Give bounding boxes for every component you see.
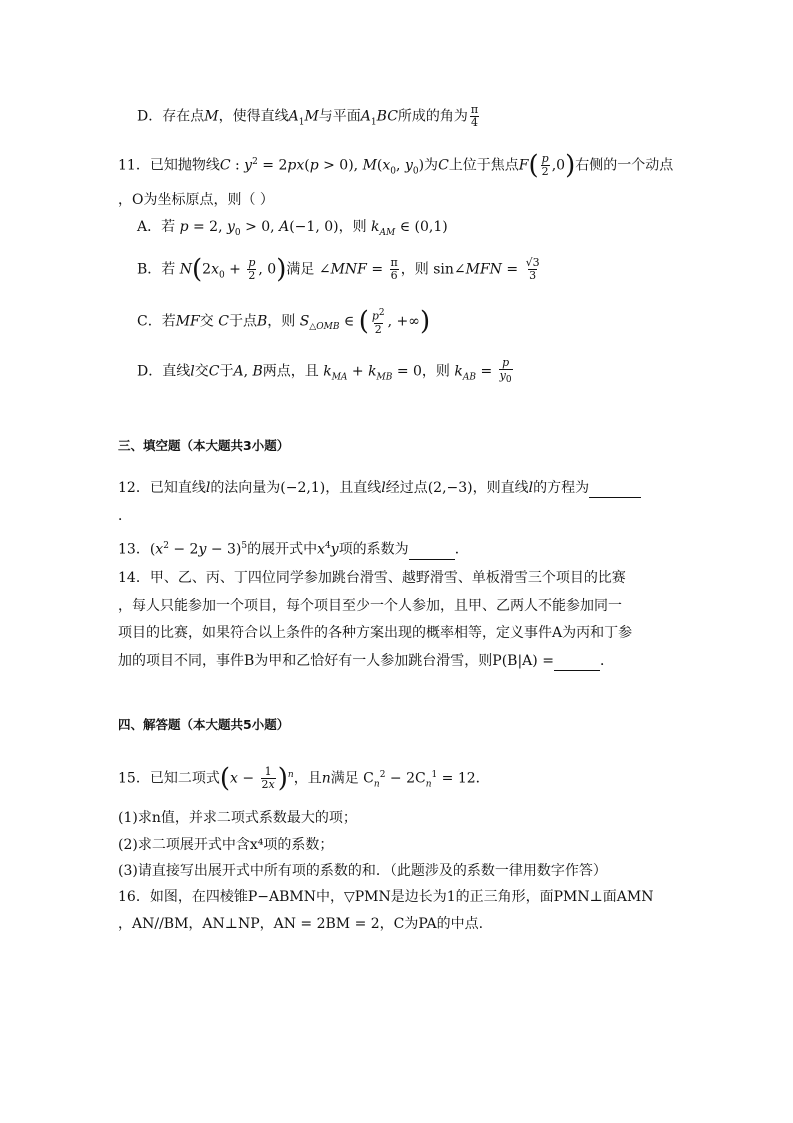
q14-line2: ，每人只能参加一个项目，每个项目至少一个人参加，且甲、乙两人不能参加同一 <box>118 598 622 614</box>
q14-line3: 项目的比赛，如果符合以上条件的各种方案出现的概率相等，定义事件A为丙和丁参 <box>118 625 633 641</box>
q12-line2: ． <box>118 508 132 524</box>
q11-stem-line2: ，O为坐标原点，则（ ） <box>118 192 274 208</box>
q12-line1: 12．已知直线l的法向量为(−2,1)，且直线l经过点(2,−3)，则直线l的方程为 <box>118 478 641 498</box>
q14-answer-blank[interactable] <box>554 656 600 671</box>
q15-part3: (3)请直接写出展开式中所有项的系数的和．（此题涉及的系数一律用数字作答） <box>118 863 607 879</box>
q14-line1: 14．甲、乙、丙、丁四位同学参加跳台滑雪、越野滑雪、单板滑雪三个项目的比赛 <box>118 570 626 586</box>
q11-stem-line1: 11．已知抛物线C : $y^2 = 2px(p > 0)$, $M(x_0$, $y_0$)为C上位于焦点F( $\frac{p}{2}$ ,0)右侧的一个动点 <box>118 150 674 181</box>
q15-stem: 15．已知二项式(x − $\frac{1}{2x}$ )$^n$，且n满足 $C_n^2 - 2C_n^1 = 12$． <box>118 763 490 794</box>
q14-line4: 加的项目不同，事件B为甲和乙恰好有一人参加跳台滑雪，则P(B|A) = ． <box>118 653 614 669</box>
q13-answer-blank[interactable] <box>409 545 455 560</box>
q11-option-c: C．若MF交 C于点B，则 $S_{\triangle OMB}$ ∈ ( $\frac{p^2}{2}$ , +∞) <box>137 306 431 337</box>
q16-line2: ，AN//BM，AN⊥NP，AN = 2BM = 2，C为PA的中点. <box>118 916 484 932</box>
q12-answer-blank[interactable] <box>589 483 641 498</box>
section3-heading: 三、填空题（本大题共3小题） <box>118 438 290 453</box>
section4-heading: 四、解答题（本大题共5小题） <box>118 717 290 732</box>
q13: 13．$(x^2 - 2y - 3)^5$的展开式中$x^4y$项的系数为 ． <box>118 541 469 558</box>
q15-part1: (1)求n值，并求二项式系数最大的项； <box>118 810 357 826</box>
q10-option-d: D．存在点M，使得直线$A_1M$与平面$A_1BC$所成的角为 $\frac{\pi}{4}$ <box>137 103 479 129</box>
q16-line1: 16．如图，在四棱锥P−ABMN中，▽PMN是边长为1的正三角形，面PMN⊥面AMN <box>118 889 654 905</box>
q11-option-a: A．若 p = 2, $y_0 > 0$, A(−1, 0)，则 $k_{AM}$ ∈ (0,1) <box>137 219 448 238</box>
q11-option-d: D．直线l交C于A, B两点，且 $k_{MA} + k_{MB} = 0$，则 $k_{AB}$ = $\frac{p}{y_0}$ <box>137 356 512 386</box>
q11-option-b: B．若 $N(2x_0$ + $\frac{p}{2}$ , 0)满足 ∠MNF = $\frac{\pi}{6}$ ，则 sin∠MFN = $\frac{√3}{3}$ <box>137 254 540 285</box>
q15-part2: (2)求二项展开式中含x⁴项的系数； <box>118 837 334 853</box>
